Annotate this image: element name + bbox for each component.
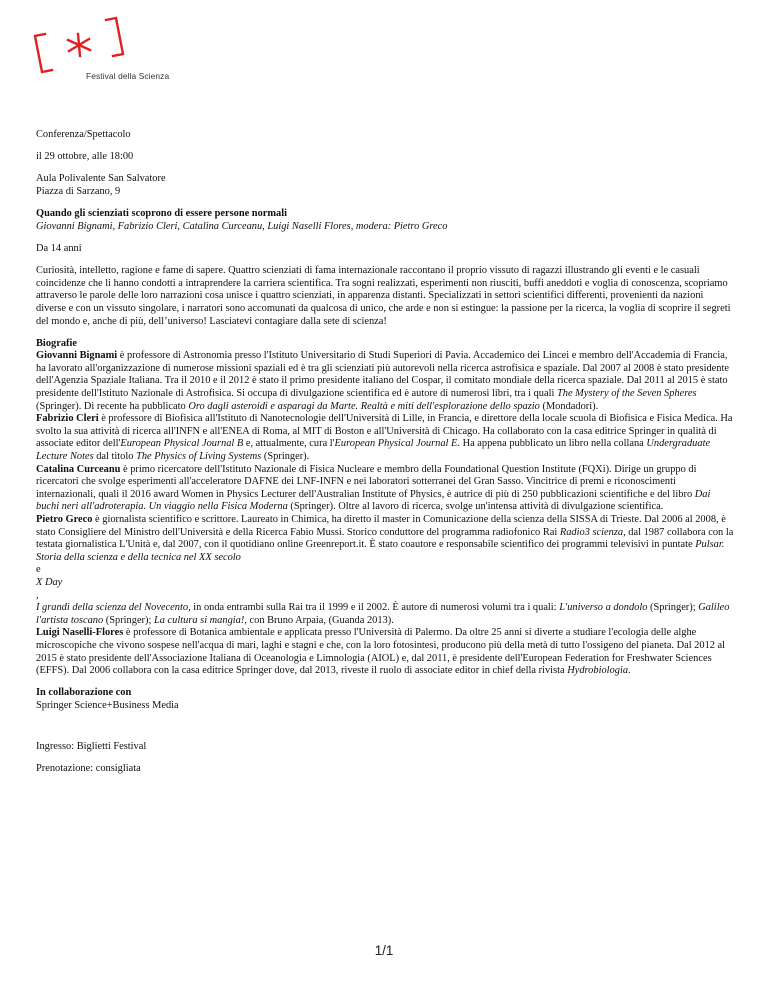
- bio-book-title: Pulsar. Storia della scienza e della tecnica nel XX secolo: [36, 539, 725, 563]
- bio-greco: [36, 514, 736, 564]
- venue-line-2: Piazza di Sarzano, 9: [36, 185, 121, 197]
- bio-cleri: [36, 413, 736, 463]
- bio-book-title: I grandi della scienza del Novecento: [36, 602, 189, 614]
- prenotazione: Prenotazione: consigliata: [36, 763, 141, 775]
- event-title: Quando gli scienziati scoprono di essere persone normali: [36, 208, 288, 220]
- ingresso: Ingresso: Biglietti Festival: [36, 741, 147, 753]
- bio-text: è professore di Astronomia presso l'Istituto Universitario di Studi Superiori di Pavia. Accademico dei Lincei e membro dell'Accademia di Francia, ha lavorato all'organizzazione di numerose missioni spaziali ed è tra gli scienziati più autorevoli nella ricerca astrofisica e spaziale. Dal 2007 al 2008 è stato presidente dell'Agenzia Spaziale Italiana. Tra il 2010 e il 2012 è stato il primo presidente italiano del Cospar, il comitato mondiale della ricerca spaziale. Dal 2011 al 2015 è stato presidente dell'Istituto Nazionale di Astrofisica. Si occupa di divulgazione scientifica ed è autore di numerosi libri, tra i quali: [36, 350, 729, 400]
- bio-text: è professore di Botanica ambientale e applicata presso l'Università di Palermo. Da oltre 25 anni si diverte a studiare l'ecologia delle alghe microscopiche che vivono sospese nell'acqua di mari, laghi e stagni e che, con la loro fotosintesi, producono più della metà di tutto l'ossigeno del pianeta. Dal 2012 al 2015 è stato presidente dell'Associazione Italiana di Oceanologia e Limnologia (AIOL) e, dal 2011, è presidente dell'European Federation for Freshwater Sciences (EFFS). Dal 2006 collabora con la casa editrice Springer dove, dal 2013, riveste il ruolo di associate editor in chief della rivista: [36, 627, 726, 677]
- bio-name: Luigi Naselli-Flores: [36, 627, 124, 639]
- bio-book-title: Dai buchi neri all'adroterapia. Un viaggio nella Fisica Moderna: [36, 488, 711, 513]
- bio-book-title: Oro dagli asteroidi e asparagi da Marte. Realtà e miti dell'esplorazione dello spazio: [188, 400, 540, 412]
- bio-name: Giovanni Bignami: [36, 350, 118, 362]
- bio-book-title: Undergraduate Lecture Notes: [36, 438, 711, 463]
- logo-bracket-asterisk-icon: [28, 14, 138, 78]
- bio-name: Catalina Curceanu: [36, 463, 121, 475]
- bio-name: Pietro Greco: [36, 514, 93, 525]
- bio-text: , dal 1987 collabora con la testata giornalistica L'Unità e, dal 2007, con il quotidiano online Greenreport.it. È stato coautore e responsabile scientifico dei programmi televisivi in puntate: [36, 526, 734, 551]
- bio-text: e, attualmente, cura l': [243, 438, 335, 450]
- event-date: il 29 ottobre, alle 18:00: [36, 151, 134, 163]
- bio-naselli: [36, 627, 736, 677]
- bio-greco-cont: [36, 602, 736, 627]
- bio-book-title: Galileo l'artista toscano: [36, 602, 730, 626]
- collab-heading: In collaborazione con: [36, 687, 132, 699]
- bio-bignami: [36, 350, 736, 413]
- venue-line-1: Aula Polivalente San Salvatore: [36, 173, 166, 185]
- bio-greco-comma: ,: [36, 589, 39, 601]
- bio-book-title: The Physics of Living Systems: [136, 451, 262, 463]
- logo-text: Festival della Scienza: [86, 71, 170, 81]
- bio-text: (Springer). Oltre al lavoro di ricerca, svolge un'intensa attività di divulgazione scientifica.: [287, 501, 664, 513]
- bio-curceanu: [36, 464, 736, 514]
- bio-book-title: European Physical Journal B: [120, 438, 244, 450]
- bio-text: (Springer);: [103, 614, 154, 626]
- bio-book-title: The Mystery of the Seven Spheres: [556, 388, 697, 400]
- bio-greco-xday: X Day: [36, 576, 63, 588]
- bio-name: Fabrizio Cleri: [36, 413, 99, 425]
- bio-text: è giornalista scientifico e scrittore. Laureato in Chimica, ha diretto il master in Comunicazione della scienza della SISSA di Trieste. Dal 2006 al 2008, è stato Consigliere del Ministro dell'Università e della Ricerca Fabio Mussi. Storico conduttore del programma radiofonico Rai: [36, 514, 726, 538]
- event-description: Curiosità, intelletto, ragione e fame di sapere. Quattro scienziati di fama internazionale raccontano il proprio vissuto di ragazzi illustrando gli eventi e le casuali coincidenze che li hanno condotti a intraprendere la carriera scientifica. Tra sogni realizzati, esperimenti non riusciti, buffi aneddoti e voglia di conoscenza, scopriamo attraverso le parole delle loro narrazioni cosa unisce i quattro scienziati, in apparenza distanti. Specializzati in settori scientifici differenti, provenienti da nazioni diverse e con un vissuto singolare, i narratori sono accomunati da qualcosa di unico, che arde e non si estingue: la passione per la ricerca, la voglia di scoprire il segreti del mondo e, anche di più, dell’universo! Lasciatevi contagiare dalla sete di scienza!: [36, 265, 731, 327]
- age-range: Da 14 anni: [36, 242, 82, 254]
- bio-text: (Springer).: [261, 451, 310, 463]
- page-number: 1/1: [374, 943, 394, 958]
- bio-text: , in onda entrambi sulla Rai tra il 1999 e il 2002. È autore di numerosi volumi tra i quali:: [188, 602, 560, 614]
- bio-book-title: Radio3 scienza: [559, 526, 624, 538]
- bio-book-title: L'universo a dondolo: [559, 602, 648, 614]
- bio-text: è professore di Biofisica all'Istituto di Nanotecnologie dell'Università di Lille, in Francia, e direttore della locale scuola di Biofisica e Fisica Medica. Ha svolto la sua attività di ricerca all'INFN e all'ENEA di Roma, al MIT di Boston e all'Università di Chicago. Ha collaborato con la casa editrice Springer in qualità di associate editor dell': [36, 413, 733, 450]
- bio-text: dal titolo: [93, 451, 137, 463]
- event-speakers: Giovanni Bignami, Fabrizio Cleri, Catalina Curceanu, Luigi Naselli Flores, modera: Pietro Greco: [36, 220, 448, 232]
- bio-book-title: Hydrobiologia: [567, 665, 629, 677]
- collab-name: Springer Science+Business Media: [36, 699, 179, 711]
- bio-text: (Springer). Di recente ha pubblicato: [36, 400, 189, 412]
- bio-greco-e: e: [36, 564, 41, 576]
- bio-text: (Mondadori).: [539, 400, 599, 412]
- event-content: [36, 129, 736, 776]
- bio-text: , con Bruno Arpaia, (Guanda 2013).: [244, 614, 394, 626]
- bio-book-title: European Physical Journal E: [334, 438, 458, 450]
- bio-text: è primo ricercatore dell'Istituto Nazionale di Fisica Nucleare e membro della Foundational Question Institute (FQXi). Dirige un gruppo di ricercatori che svolge esperimenti all'acceleratore DAFNE dei LNF-INFN e nei laboratori sotterranei del Gran Sasso. Vincitrice di premi e riconoscimenti internazionali, quali il 2016 award Women in Physics Lecturer dell'Australian Institute of Physics, è autrice di più di 250 pubblicazioni scientifiche e del libro: [36, 463, 697, 500]
- bio-text: .: [628, 665, 631, 677]
- bio-text: (Springer);: [647, 602, 699, 614]
- bio-text: . Ha appena pubblicato un libro nella collana: [457, 438, 647, 450]
- bio-heading: Biografie: [36, 337, 77, 349]
- event-type: Conferenza/Spettacolo: [36, 129, 131, 140]
- bio-book-title: La cultura si mangia!: [153, 614, 245, 626]
